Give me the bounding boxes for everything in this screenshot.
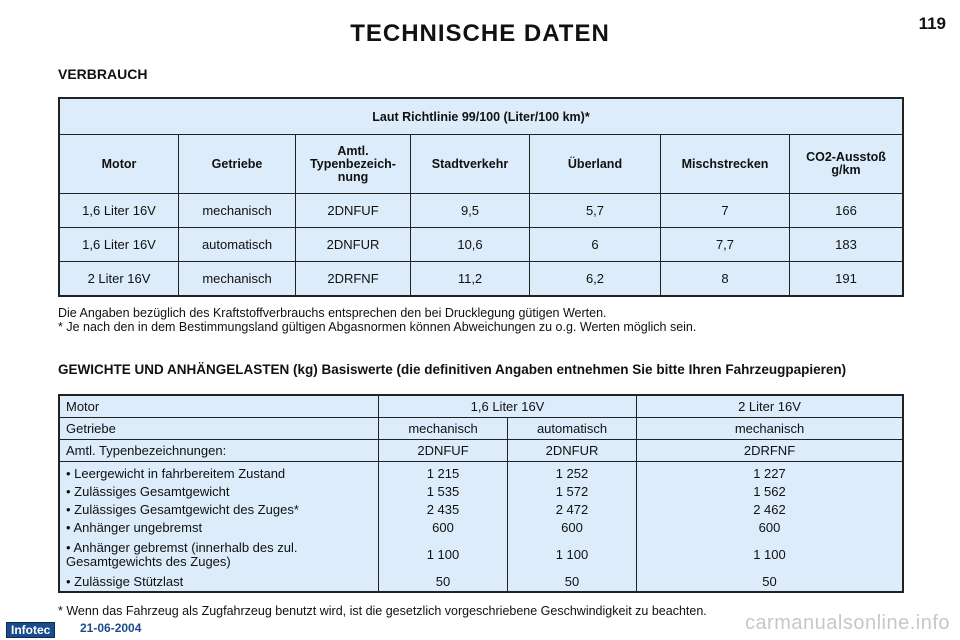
table-row (59, 228, 903, 262)
table-cell: mechanisch (179, 262, 296, 297)
table-cell: mechanisch (379, 418, 508, 440)
column-header-typ: Amtl. Typenbezeich- nung (296, 135, 411, 194)
table-cell: 1 215 (426, 466, 460, 481)
table-cell: 6 (530, 228, 661, 262)
consumption-table-caption: Laut Richtlinie 99/100 (Liter/100 km)* (59, 98, 903, 135)
row-label-motor: Motor (59, 395, 379, 418)
table-cell: 7 (661, 194, 790, 228)
table-cell: 1 100 (508, 537, 637, 573)
row-label: • Zulässiges Gesamtgewicht des Zuges* (59, 501, 379, 519)
table-cell: 166 (790, 194, 904, 228)
table-cell: 2 Liter 16V (637, 395, 904, 418)
table-row (59, 462, 903, 484)
table-cell: mechanisch (637, 418, 904, 440)
table-cell: 1 252 (508, 462, 637, 484)
row-label-typ: Amtl. Typenbezeichnungen: (59, 440, 379, 462)
table-cell: 8 (661, 262, 790, 297)
table-cell: 600 (637, 519, 904, 537)
table-row (59, 519, 903, 537)
table-cell: 6,2 (530, 262, 661, 297)
table-row (59, 537, 903, 573)
page-title: TECHNISCHE DATEN (350, 20, 610, 47)
table-row (59, 262, 903, 297)
table-row (59, 194, 903, 228)
column-header-co2: CO2-Ausstoß g/km (790, 135, 904, 194)
table-cell: 50 (637, 573, 904, 592)
table-cell: 1 572 (508, 483, 637, 501)
row-label: • Anhänger ungebremst (59, 519, 379, 537)
column-header-getriebe: Getriebe (179, 135, 296, 194)
table-cell: 2 472 (508, 501, 637, 519)
table-cell: mechanisch (179, 194, 296, 228)
section-heading-gewichte: GEWICHTE UND ANHÄNGELASTEN (kg) Basiswerte (die definitiven Angaben entnehmen Sie bitte Ihren Fahrzeugpapieren) (58, 362, 847, 377)
column-header-motor: Motor (59, 135, 179, 194)
table-cell: 1,6 Liter 16V (59, 228, 179, 262)
table-cell: 1 100 (426, 547, 460, 562)
row-label: • Zulässige Stützlast (59, 573, 379, 592)
table-cell: 11,2 (411, 262, 530, 297)
footer-date: 21-06-2004 (80, 621, 142, 635)
table-cell: 1 100 (637, 537, 904, 573)
table-cell: 1 535 (426, 484, 460, 499)
consumption-note (58, 306, 918, 334)
table-cell: 2 Liter 16V (59, 262, 179, 297)
table-cell: 191 (790, 262, 904, 297)
table-row (59, 501, 903, 519)
row-label-getriebe: Getriebe (59, 418, 379, 440)
column-header-ueberland: Überland (530, 135, 661, 194)
table-cell: 50 (435, 574, 451, 589)
column-header-stadtverkehr: Stadtverkehr (411, 135, 530, 194)
consumption-note-line: Die Angaben bezüglich des Kraftstoffverbrauchs entsprechen den bei Drucklegung gütigen Werten. (58, 306, 607, 320)
table-row (59, 418, 903, 440)
table-cell: 2 435 (426, 502, 460, 517)
row-label: • Anhänger gebremst (innerhalb des zul. Gesamtgewichts des Zuges) (59, 537, 379, 573)
table-cell: 1,6 Liter 16V (379, 395, 637, 418)
table-cell: 7,7 (661, 228, 790, 262)
table-cell: 1 227 (637, 462, 904, 484)
table-cell: 9,5 (411, 194, 530, 228)
table-cell: 50 (508, 573, 637, 592)
watermark: carmanualsonline.info (744, 612, 950, 634)
table-row (59, 483, 903, 501)
page-number: 119 (918, 14, 946, 33)
table-cell: 5,7 (530, 194, 661, 228)
weights-footnote: * Wenn das Fahrzeug als Zugfahrzeug benutzt wird, ist die gesetzlich vorgeschriebene Geschwindigkeit zu beachten. (58, 604, 707, 618)
table-cell: 2DNFUR (508, 440, 637, 462)
table-cell: 1,6 Liter 16V (59, 194, 179, 228)
table-cell: 600 (508, 519, 637, 537)
table-cell: 2DNFUF (296, 194, 411, 228)
section-heading-verbrauch: VERBRAUCH (58, 66, 148, 82)
footer-brand-logo: Infotec (6, 622, 55, 638)
table-cell: 1 562 (637, 483, 904, 501)
row-label: • Zulässiges Gesamtgewicht (59, 483, 379, 501)
table-cell: 600 (432, 520, 454, 535)
consumption-table (58, 97, 904, 297)
table-cell: 2 462 (637, 501, 904, 519)
table-cell: 2DRFNF (637, 440, 904, 462)
table-cell: 10,6 (411, 228, 530, 262)
consumption-note-line: * Je nach den in dem Bestimmungsland gültigen Abgasnormen können Abweichungen zu o.g. Werten möglich sein. (58, 320, 697, 334)
table-row (59, 440, 903, 462)
table-cell: automatisch (179, 228, 296, 262)
table-cell: automatisch (508, 418, 637, 440)
table-cell: 2DNFUF (379, 440, 508, 462)
table-row (59, 573, 903, 592)
table-row (59, 395, 903, 418)
row-label: • Leergewicht in fahrbereitem Zustand (59, 462, 379, 484)
table-cell: 2DNFUR (296, 228, 411, 262)
table-cell: 2DRFNF (296, 262, 411, 297)
column-header-mischstrecken: Mischstrecken (661, 135, 790, 194)
weights-table (58, 394, 904, 593)
table-cell: 183 (790, 228, 904, 262)
